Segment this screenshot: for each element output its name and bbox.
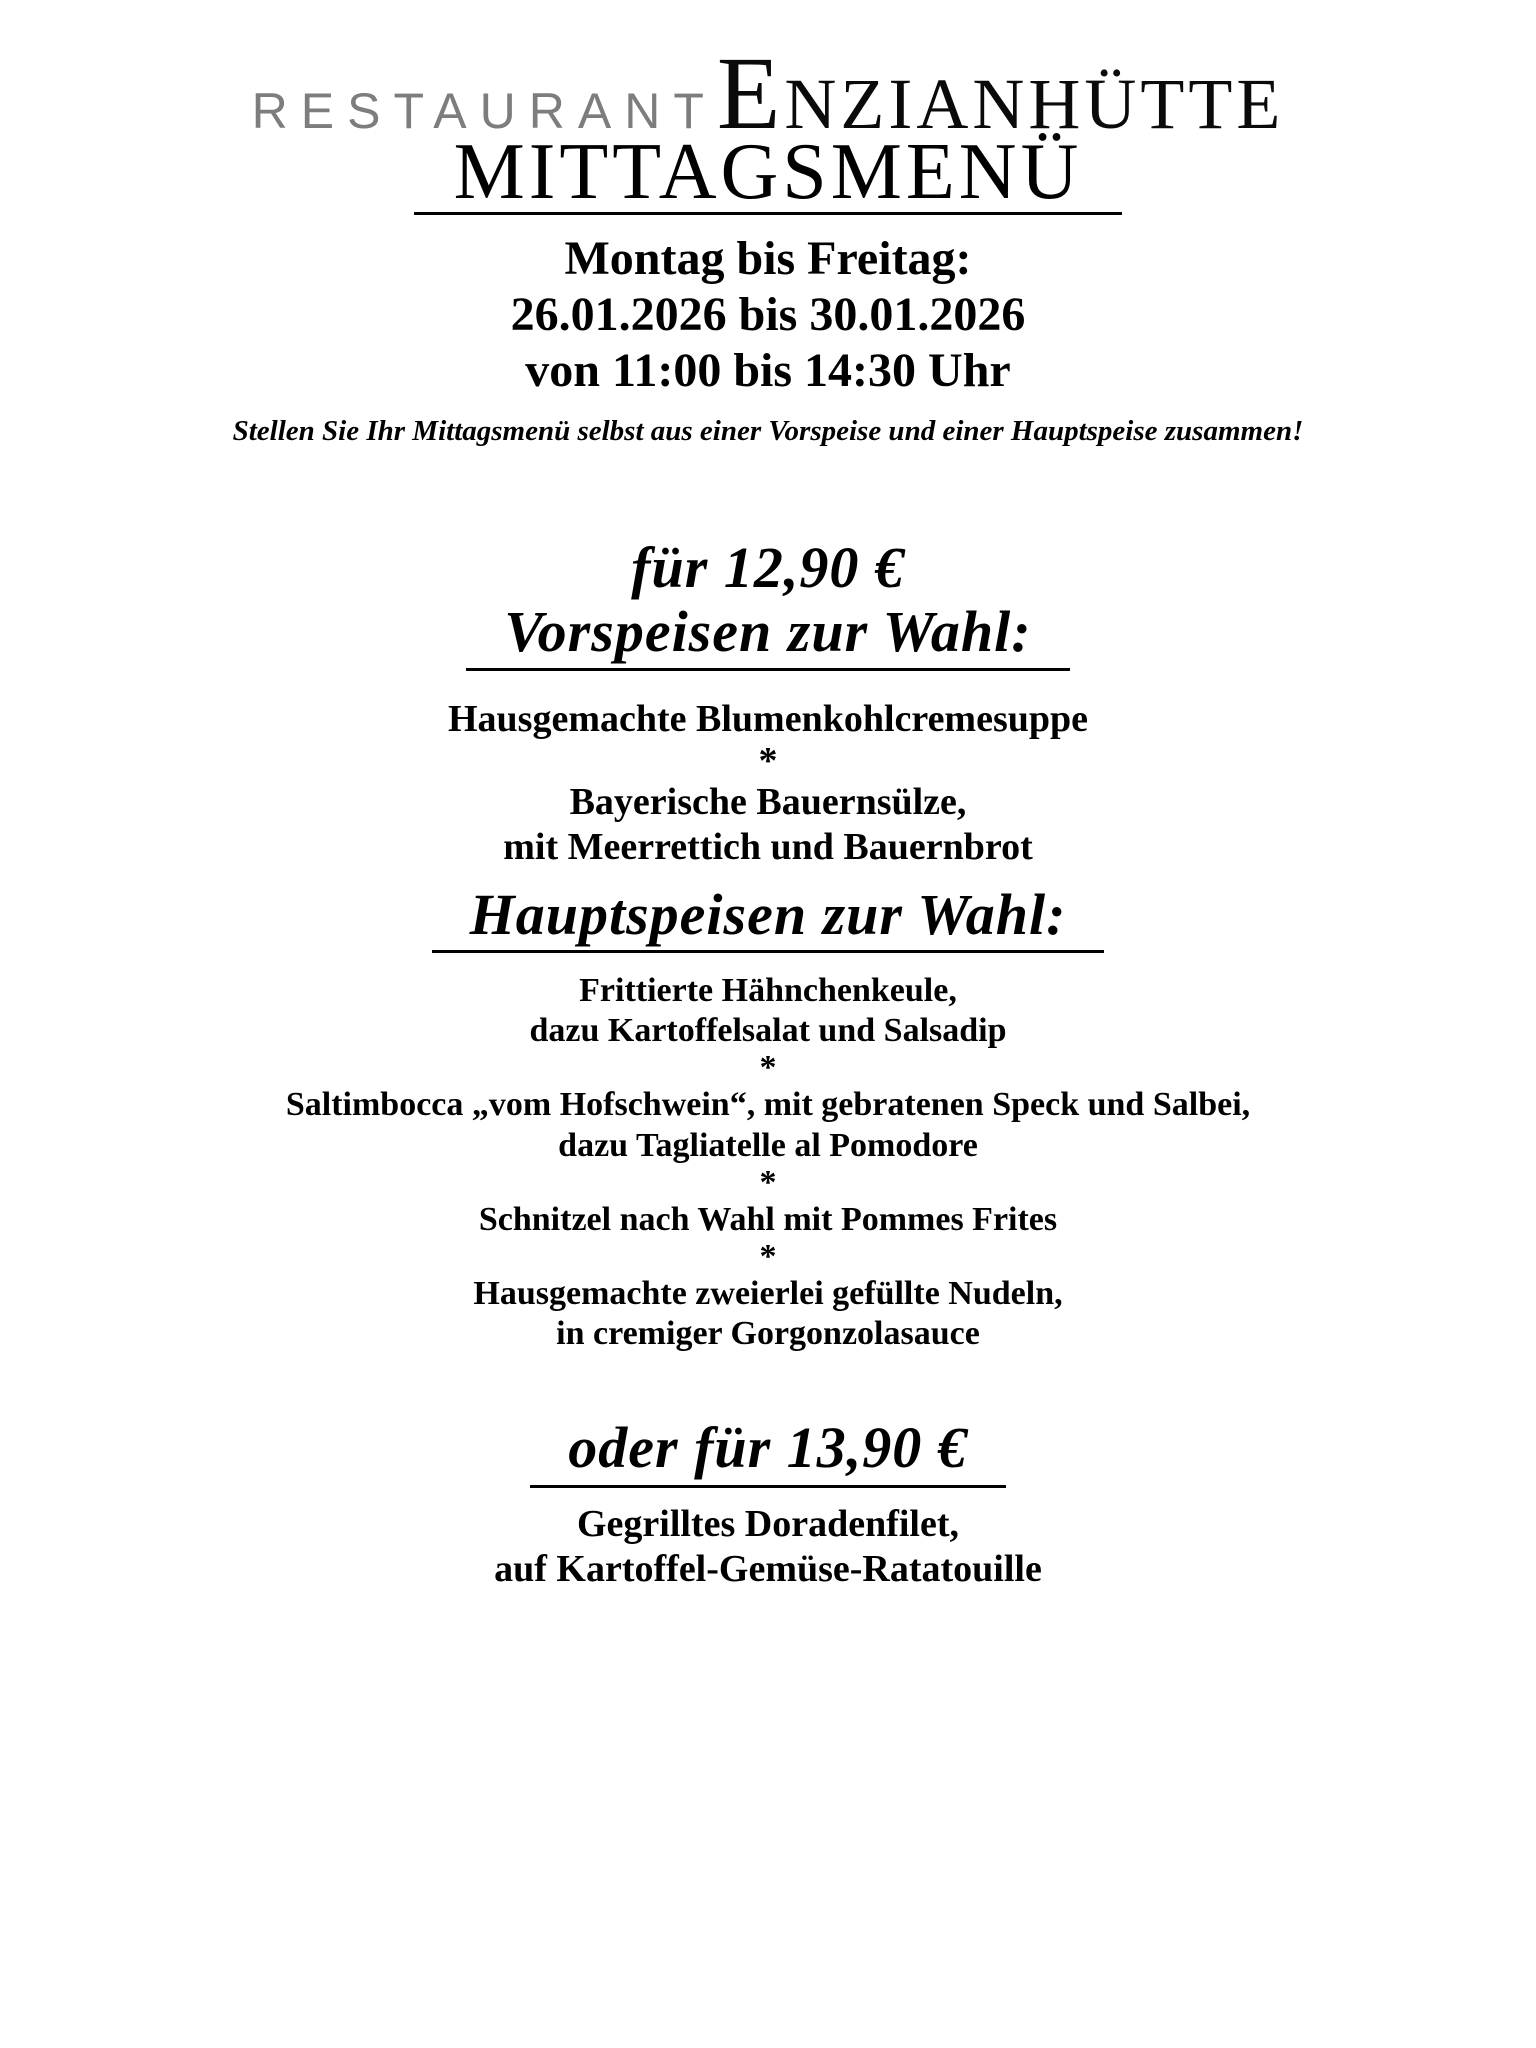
menu-instruction-note: Stellen Sie Ihr Mittagsmenü selbst aus einer Vorspeise und einer Hauptspeise zusammen!	[232, 415, 1304, 448]
list-separator: *	[758, 739, 778, 782]
page-title-text: MITTAGSMENÜ	[414, 134, 1123, 215]
section-heading-starters	[40, 601, 1496, 671]
section-heading-mains	[40, 881, 1496, 954]
logo-initial-e: E	[716, 36, 785, 151]
dish-line-1: Hausgemachte zweierlei gefüllte Nudeln,	[473, 1274, 1063, 1312]
dish-line-2: dazu Tagliatelle al Pomodore	[558, 1126, 978, 1164]
price-2-list	[40, 1502, 1496, 1592]
mains-list	[40, 971, 1496, 1354]
starters-list	[40, 697, 1496, 869]
restaurant-logo	[40, 36, 1496, 151]
list-item	[40, 780, 1496, 870]
page-title	[40, 128, 1496, 216]
list-item	[40, 697, 1496, 742]
schedule-hours: von 11:00 bis 14:30 Uhr	[525, 344, 1011, 398]
schedule-date-range: 26.01.2026 bis 30.01.2026	[510, 288, 1026, 342]
list-item	[40, 1200, 1496, 1240]
dish-line-1: Hausgemachte Blumenkohlcremesuppe	[447, 698, 1089, 741]
price-heading-2	[40, 1414, 1496, 1488]
dish-line-1: Bayerische Bauernsülze,	[569, 780, 967, 823]
dish-line-2: mit Meerrettich und Bauernbrot	[503, 825, 1033, 868]
price-heading-2-text: oder für 13,90 €	[530, 1414, 1005, 1488]
section-heading-mains-text: Hauptspeisen zur Wahl:	[432, 884, 1105, 954]
dish-line-1: Schnitzel nach Wahl mit Pommes Frites	[478, 1200, 1058, 1238]
list-item	[40, 1502, 1496, 1592]
dish-line-1: Frittierte Hähnchenkeule,	[579, 972, 957, 1010]
list-item	[40, 1085, 1496, 1165]
dish-line-2: in cremiger Gorgonzolasauce	[556, 1314, 980, 1352]
price-heading-1: für 12,90 €	[631, 535, 905, 601]
dish-line-1: Gegrilltes Doradenfilet,	[576, 1502, 959, 1545]
list-item	[40, 971, 1496, 1051]
logo-word-restaurant: RESTAURANT	[251, 83, 717, 139]
list-separator: *	[759, 1163, 777, 1201]
dish-line-2: auf Kartoffel-Gemüse-Ratatouille	[494, 1547, 1042, 1590]
dish-line-2: dazu Kartoffelsalat und Salsadip	[529, 1012, 1007, 1050]
section-heading-starters-text: Vorspeisen zur Wahl:	[466, 601, 1069, 671]
dish-line-1: Saltimbocca „vom Hofschwein“, mit gebratenen Speck und Salbei,	[285, 1086, 1251, 1124]
schedule-days: Montag bis Freitag:	[564, 232, 972, 285]
schedule-block	[40, 231, 1496, 399]
logo-name-rest: NZIANHÜTTE	[784, 64, 1285, 144]
list-separator: *	[759, 1049, 777, 1087]
list-separator: *	[759, 1237, 777, 1275]
list-item	[40, 1274, 1496, 1354]
